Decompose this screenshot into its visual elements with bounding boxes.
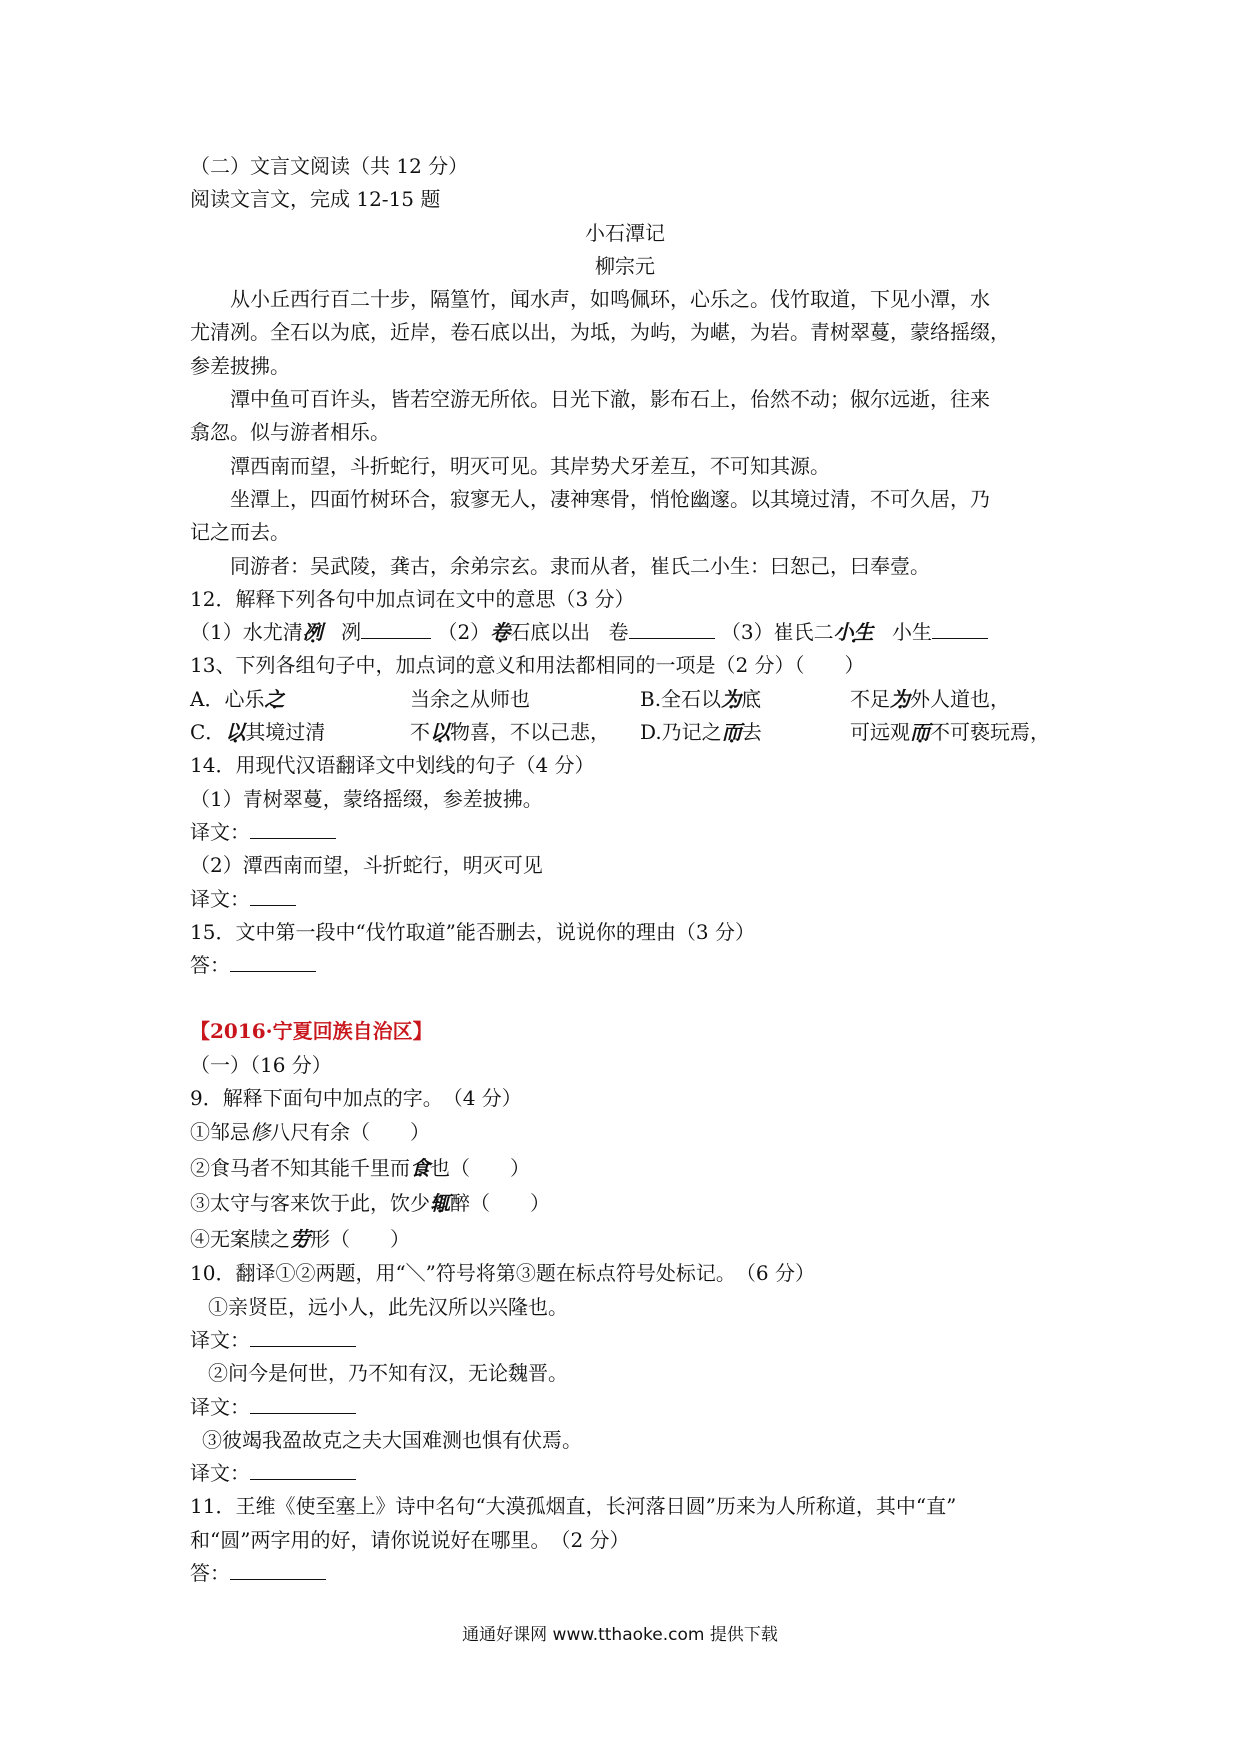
q10-answer-1: 译文： bbox=[190, 1324, 1060, 1357]
footer-credit: 通通好课网 www.tthaoke.com 提供下载 bbox=[462, 1625, 778, 1645]
q10-sentence-2: ②问今是何世，乃不知有汉，无论魏晋。 bbox=[208, 1361, 568, 1386]
answer-blank[interactable] bbox=[932, 616, 988, 639]
document-page bbox=[190, 150, 1060, 1590]
essay-p3: 潭西南而望，斗折蛇行，明灭可见。其岸势犬牙差互，不可知其源。 bbox=[230, 453, 830, 478]
essay-p1-line3: 参差披拂。 bbox=[190, 353, 290, 378]
answer-blank[interactable] bbox=[250, 1391, 356, 1414]
q14-answer-2: 译文： bbox=[190, 883, 1060, 916]
q15-stem: 15．文中第一段中“伐竹取道”能否删去，说说你的理由（3 分） bbox=[190, 919, 755, 944]
q9-item-1: ①邹忌修八尺有余（ ） bbox=[190, 1120, 430, 1145]
q12-stem: 12．解释下列各句中加点词在文中的意思（3 分） bbox=[190, 586, 635, 611]
q11-line-2: 和“圆”两字用的好，请你说说好在哪里。 （2 分） bbox=[190, 1527, 630, 1552]
answer-blank[interactable] bbox=[230, 1557, 326, 1580]
essay-p4-line2: 记之而去。 bbox=[190, 520, 290, 545]
q13-stem: 13、下列各组句子中，加点词的意义和用法都相同的一项是（2 分）（ ） bbox=[190, 653, 865, 678]
answer-blank[interactable] bbox=[230, 949, 316, 972]
q13-row-cd: C．以其境过清 不以物喜，不以己悲， D.乃记之而去 可远观而不可亵玩焉， bbox=[190, 720, 1050, 745]
q10-answer-3: 译文： bbox=[190, 1457, 1060, 1490]
section-title: （二）文言文阅读（共 12 分） bbox=[190, 154, 469, 178]
section2-heading: 【2016·宁夏回族自治区】 bbox=[190, 1019, 433, 1044]
q9-item-2: ②食马者不知其能千里而食也（ ） bbox=[190, 1155, 530, 1180]
answer-blank[interactable] bbox=[250, 883, 296, 906]
essay-p5: 同游者：吴武陵，龚古，余弟宗玄。隶而从者，崔氏二小生：曰恕己，曰奉壹。 bbox=[230, 553, 930, 578]
answer-blank[interactable] bbox=[250, 816, 336, 839]
essay-p2-line2: 翕忽。似与游者相乐。 bbox=[190, 420, 390, 445]
answer-blank[interactable] bbox=[629, 616, 715, 639]
answer-blank[interactable] bbox=[361, 616, 431, 639]
answer-blank[interactable] bbox=[250, 1457, 356, 1480]
instruction: 阅读文言文，完成 12-15 题 bbox=[190, 187, 441, 212]
q15-answer: 答： bbox=[190, 949, 1060, 982]
q11-line-1: 11．王维《使至塞上》诗中名句“大漠孤烟直，长河落日圆”历来为人所称道，其中“直” bbox=[190, 1494, 957, 1519]
essay-title: 小石潭记 bbox=[585, 220, 665, 245]
q10-stem: 10．翻译①②两题，用“＼”符号将第③题在标点符号处标记。 （6 分） bbox=[190, 1261, 815, 1286]
q10-sentence-3: ③彼竭我盈故克之夫大国难测也惧有伏焉。 bbox=[202, 1427, 582, 1452]
q12-items: （1）水尤清冽 冽 （2）卷石底以出 卷 （3）崔氏二小生 小生 bbox=[190, 616, 1060, 649]
q13-row-ab: A．心乐之 当余之从师也 B.全石以为底 不足为外人道也， bbox=[190, 686, 1010, 711]
q10-answer-2: 译文： bbox=[190, 1391, 1060, 1424]
q14-answer-1: 译文： bbox=[190, 816, 1060, 849]
essay-p4-line1: 坐潭上，四面竹树环合，寂寥无人，凄神寒骨，悄怆幽邃。以其境过清，不可久居，乃 bbox=[230, 486, 990, 511]
q9-item-3: ③太守与客来饮于此，饮少辄醉（ ） bbox=[190, 1191, 550, 1216]
q14-sentence-2: （2）潭西南而望，斗折蛇行，明灭可见 bbox=[190, 853, 543, 878]
section2-sub: （一）（16 分） bbox=[190, 1052, 332, 1077]
essay-author: 柳宗元 bbox=[595, 253, 655, 278]
essay-p1-line1: 从小丘西行百二十步，隔篁竹，闻水声，如鸣佩环，心乐之。伐竹取道，下见小潭，水 bbox=[230, 287, 990, 312]
essay-p1-line2: 尤清冽。全石以为底，近岸，卷石底以出，为坻，为屿，为嵁，为岩。青树翠蔓，蒙络摇缀， bbox=[190, 320, 1010, 345]
answer-blank[interactable] bbox=[250, 1324, 356, 1347]
q9-stem: 9．解释下面句中加点的字。 （4 分） bbox=[190, 1086, 522, 1111]
q14-stem: 14．用现代汉语翻译文中划线的句子（4 分） bbox=[190, 753, 595, 778]
q9-item-4: ④无案牍之劳形（ ） bbox=[190, 1226, 410, 1251]
q11-answer: 答： bbox=[190, 1557, 1060, 1590]
q14-sentence-1: （1）青树翠蔓，蒙络摇缀，参差披拂。 bbox=[190, 786, 543, 811]
q10-sentence-1: ①亲贤臣，远小人，此先汉所以兴隆也。 bbox=[208, 1294, 568, 1319]
essay-p2-line1: 潭中鱼可百许头，皆若空游无所依。日光下澈，影布石上，佁然不动；俶尔远逝，往来 bbox=[230, 387, 990, 412]
